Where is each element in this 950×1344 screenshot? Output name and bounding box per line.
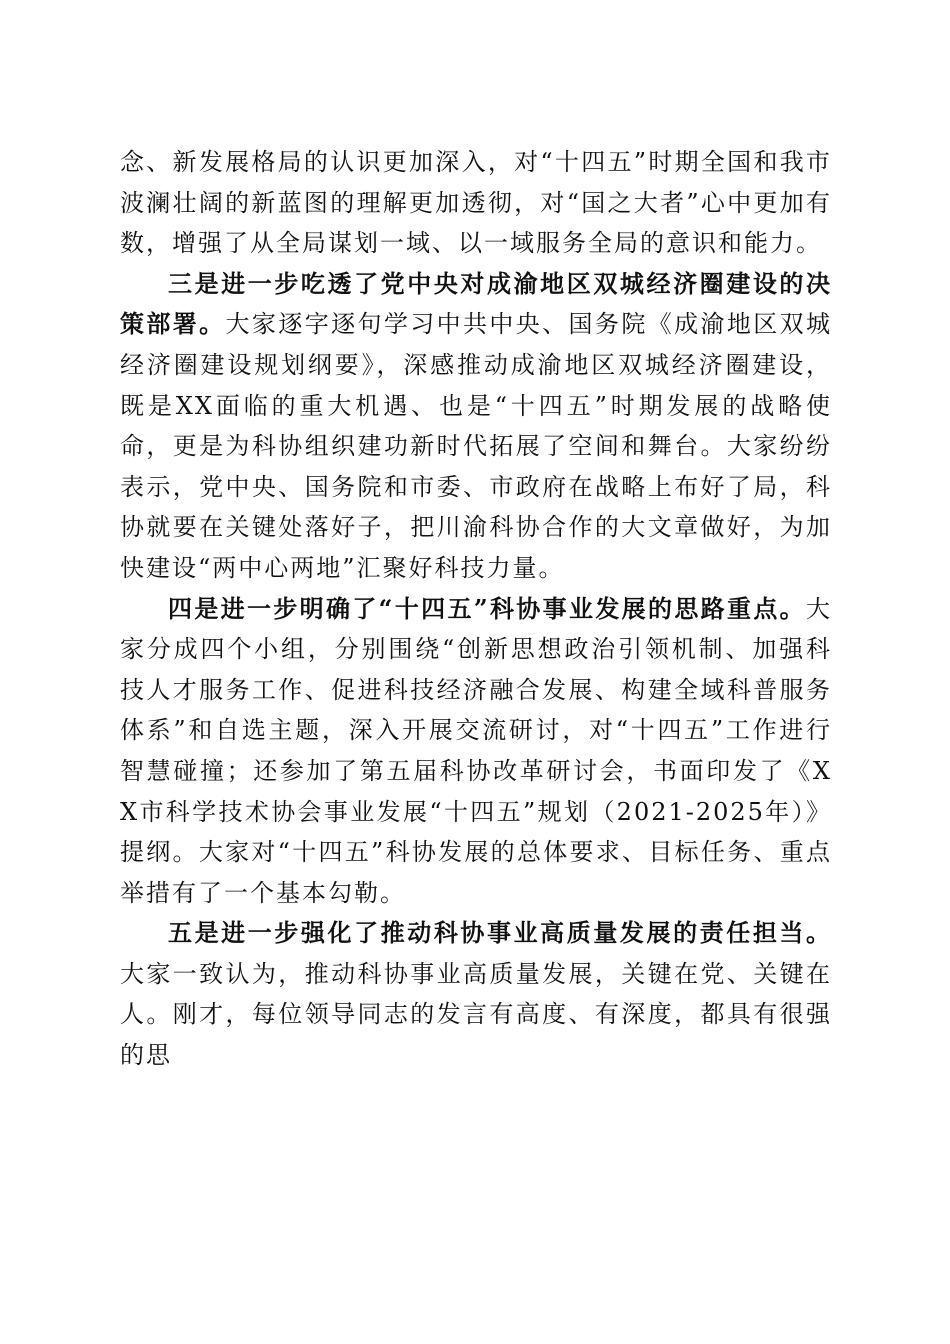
paragraph-4-lead: 五是进一步强化了推动科协事业高质量发展的责任担当。 bbox=[168, 918, 832, 948]
paragraph-continuation bbox=[120, 142, 832, 264]
paragraph-point-five bbox=[120, 913, 832, 1075]
paragraph-3-body: 大家分成四个小组，分别围绕“创新思想政治引领机制、加强科技人才服务工作、促进科技经济融合发展、构建全域科普服务体系”和自选主题，深入开展交流研讨，对“十四五”工作进行智慧碰撞；还参加了第五届科协改革研讨会，书面印发了《XX市科学技术协会事业发展“十四五”规划（2021-2025年）》提纲。大家对“十四五”科协发展的总体要求、目标任务、重点举措有了一个基本勾勒。 bbox=[120, 594, 832, 907]
paragraph-4-body: 大家一致认为，推动科协事业高质量发展，关键在党、关键在人。刚才，每位领导同志的发言有高度、有深度，都具有很强的思 bbox=[120, 959, 832, 1070]
paragraph-2-body: 大家逐字逐句学习中共中央、国务院《成渝地区双城经济圈建设规划纲要》，深感推动成渝地区双城经济圈建设，既是XX面临的重大机遇、也是“十四五”时期发展的战略使命，更是为科协组织建功新时代拓展了空间和舞台。大家纷纷表示，党中央、国务院和市委、市政府在战略上布好了局，科协就要在关键处落好子，把川渝科协合作的大文章做好，为加快建设“两中心两地”汇聚好科技力量。 bbox=[120, 310, 833, 582]
paragraph-point-four bbox=[120, 589, 832, 914]
paragraph-2-lead: 三是进一步吃透了党中央对成渝地区双城经济圈建设的决策部署。 bbox=[120, 268, 832, 339]
paragraph-1-body: 念、新发展格局的认识更加深入，对“十四五”时期全国和我市波澜壮阔的新蓝图的理解更加透彻，对“国之大者”心中更加有数，增强了从全局谋划一域、以一域服务全局的意识和能力。 bbox=[120, 148, 832, 258]
paragraph-3-lead: 四是进一步明确了“十四五”科协事业发展的思路重点。 bbox=[168, 593, 806, 623]
document-page bbox=[120, 142, 832, 1076]
paragraph-point-three bbox=[120, 264, 832, 589]
